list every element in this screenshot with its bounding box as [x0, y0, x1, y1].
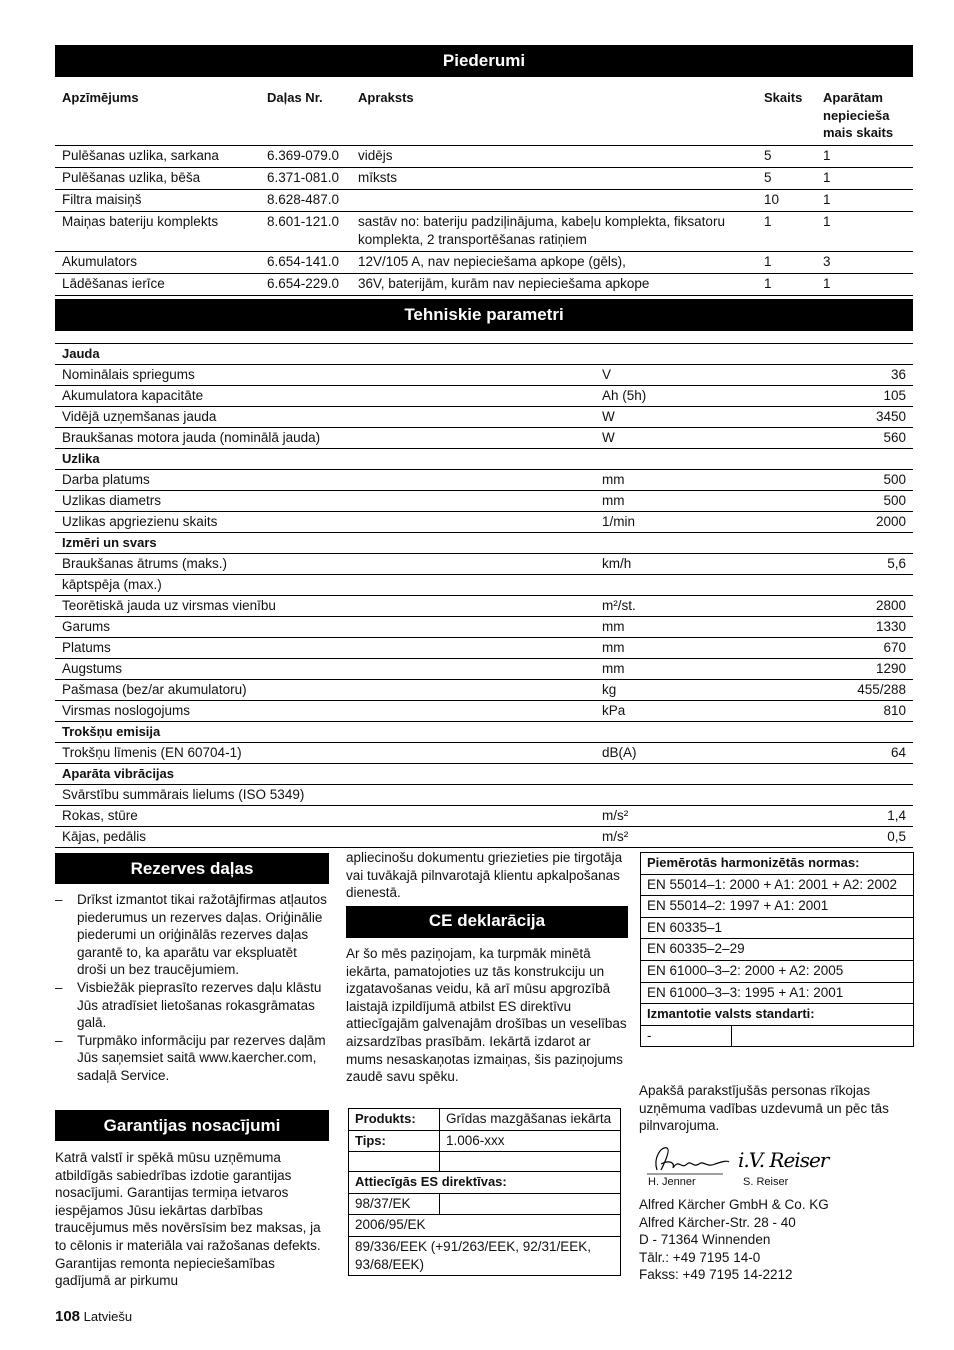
param-unit: Ah (5h)	[595, 386, 779, 407]
param-name: Pašmasa (bez/ar akumulatoru)	[55, 680, 595, 701]
section-title: Izmēri un svars	[55, 533, 913, 554]
directive-item: 2006/95/EK	[349, 1215, 621, 1237]
table-cell: 36V, baterijām, kurām nav nepieciešama apkope	[351, 273, 757, 295]
address-line: Alfred Kärcher-Str. 28 - 40	[639, 1214, 796, 1230]
table-cell: 1	[816, 189, 913, 211]
list-item: – Turpmāko informāciju par rezerves daļām Jūs saņemsiet saitā www.kaercher.com, sadaļā Service.	[55, 1032, 329, 1085]
spare-parts-list	[55, 891, 329, 1085]
norm-item: EN 60335–2–29	[641, 939, 914, 961]
param-unit: 1/min	[595, 512, 779, 533]
signatures-intro	[639, 1082, 914, 1135]
section-title: Jauda	[55, 344, 913, 365]
table-cell: Maiņas bateriju komplekts	[55, 211, 260, 251]
param-unit: W	[595, 428, 779, 449]
address-line: Fakss: +49 7195 14-2212	[639, 1267, 793, 1283]
national-standards-value: -	[641, 1025, 732, 1047]
norm-item: EN 61000–3–2: 2000 + A2: 2005	[641, 960, 914, 982]
table-cell: 5	[757, 145, 816, 167]
param-unit: km/h	[595, 554, 779, 575]
table-cell: 10	[757, 189, 816, 211]
param-unit: m/s²	[595, 806, 779, 827]
page-language: Latviešu	[83, 1309, 133, 1324]
table-cell: 12V/105 A, nav nepieciešama apkope (gēls),	[351, 251, 757, 273]
spare-parts-section	[55, 891, 329, 1085]
list-item: – Visbiežāk pieprasīto rezerves daļu klāstu Jūs atradīsiet lietošanas rokasgrāmatas galā.	[55, 979, 329, 1032]
param-value: 105	[779, 386, 913, 407]
type-value: 1.006-xxx	[440, 1130, 621, 1152]
table-cell	[351, 189, 757, 211]
section-row	[55, 764, 913, 785]
warranty-section	[55, 1149, 329, 1290]
param-name: Platums	[55, 638, 595, 659]
param-name: Augstums	[55, 659, 595, 680]
table-row	[55, 680, 913, 701]
address-line: D - 71364 Winnenden	[639, 1232, 771, 1248]
param-name: Akumulatora kapacitāte	[55, 386, 595, 407]
section-title: Trokšņu emisija	[55, 722, 913, 743]
norm-item: EN 55014–1: 2000 + A1: 2001 + A2: 2002	[641, 874, 914, 896]
table-cell: Pulēšanas uzlika, bēša	[55, 167, 260, 189]
signer2-name: S. Reiser	[743, 1176, 789, 1188]
param-name: Vidējā uzņemšanas jauda	[55, 407, 595, 428]
param-value	[779, 575, 913, 596]
empty-cell	[440, 1152, 621, 1172]
param-value: 64	[779, 743, 913, 764]
table-row	[55, 365, 913, 386]
param-unit: W	[595, 407, 779, 428]
page-footer	[55, 1308, 132, 1325]
table-cell: 8.628-487.0	[260, 189, 351, 211]
param-name: Uzlikas diametrs	[55, 491, 595, 512]
signer1-name: H. Jenner	[648, 1176, 696, 1188]
table-cell: 5	[757, 167, 816, 189]
section-row	[55, 449, 913, 470]
section-title: Aparāta vibrācijas	[55, 764, 913, 785]
param-unit: mm	[595, 617, 779, 638]
accessories-table	[55, 88, 913, 296]
table-cell: 6.369-079.0	[260, 145, 351, 167]
table-row	[55, 785, 913, 806]
param-name: Garums	[55, 617, 595, 638]
param-value: 36	[779, 365, 913, 386]
empty-cell	[732, 1025, 914, 1047]
param-name: kāptspēja (max.)	[55, 575, 595, 596]
col-header: Skaits	[757, 88, 816, 145]
table-cell: 1	[816, 273, 913, 295]
table-cell: 6.371-081.0	[260, 167, 351, 189]
table-row	[55, 251, 913, 273]
table-cell: 8.601-121.0	[260, 211, 351, 251]
warranty-text-continued: apliecinošu dokumentu griezieties pie tirgotāja vai tuvākajā pilnvarotajā klientu apkalpošanas dienestā.	[346, 850, 623, 901]
page-number: 108	[55, 1308, 81, 1325]
param-name: Rokas, stūre	[55, 806, 595, 827]
table-row	[55, 167, 913, 189]
param-value: 1330	[779, 617, 913, 638]
table-row	[55, 189, 913, 211]
section-row	[55, 722, 913, 743]
table-row	[55, 701, 913, 722]
table-row	[55, 273, 913, 295]
national-standards-title: Izmantotie valsts standarti:	[641, 1004, 914, 1026]
table-row	[55, 470, 913, 491]
table-row	[55, 806, 913, 827]
param-unit: dB(A)	[595, 743, 779, 764]
table-cell: 1	[757, 211, 816, 251]
table-row	[55, 428, 913, 449]
list-item: – Drīkst izmantot tikai ražotājfirmas atļautos piederumus un rezerves daļas. Oriģinālie piederumi un oriģinālās rezerves daļas garantē to, ka aparātu var ekspluatēt droši un bez traucējumiem.	[55, 891, 329, 979]
empty-cell	[440, 1193, 621, 1215]
table-row	[55, 596, 913, 617]
section-row	[55, 344, 913, 365]
tech-title: Tehniskie parametri	[55, 299, 913, 331]
table-cell: 1	[816, 167, 913, 189]
param-unit	[595, 575, 779, 596]
param-name: Uzlikas apgriezienu skaits	[55, 512, 595, 533]
param-value: 3450	[779, 407, 913, 428]
table-row	[55, 638, 913, 659]
directives-label: Attiecīgās ES direktīvas:	[349, 1172, 621, 1194]
table-cell: 6.654-141.0	[260, 251, 351, 273]
param-value: 5,6	[779, 554, 913, 575]
param-unit	[595, 785, 779, 806]
address-line: Alfred Kärcher GmbH & Co. KG	[639, 1197, 829, 1212]
directive-item: 89/336/EEK (+91/263/EEK, 92/31/EEK, 93/68/EEK)	[349, 1236, 621, 1275]
table-row	[55, 407, 913, 428]
product-label: Produkts:	[349, 1109, 440, 1131]
param-name: Teorētiskā jauda uz virsmas vienību	[55, 596, 595, 617]
table-row	[55, 575, 913, 596]
param-unit: mm	[595, 491, 779, 512]
table-row	[55, 211, 913, 251]
company-address	[639, 1196, 914, 1284]
param-unit: kPa	[595, 701, 779, 722]
ce-product-table	[348, 1108, 621, 1276]
col-header: Aparātam nepiecieša mais skaits	[816, 88, 913, 145]
table-row	[55, 827, 913, 848]
table-row	[55, 386, 913, 407]
address-line: Tālr.: +49 7195 14-0	[639, 1249, 761, 1265]
table-row	[55, 554, 913, 575]
param-value: 1290	[779, 659, 913, 680]
product-value: Grīdas mazgāšanas iekārta	[440, 1109, 621, 1131]
table-cell: 1	[816, 211, 913, 251]
param-unit: V	[595, 365, 779, 386]
table-cell: sastāv no: bateriju padziļinājuma, kabeļu komplekta, fiksatoru komplekta, 2 transportēšanas ratiņiem	[351, 211, 757, 251]
table-row	[55, 659, 913, 680]
param-name: Nominālais spriegums	[55, 365, 595, 386]
accessories-title: Piederumi	[55, 45, 913, 77]
param-unit: m/s²	[595, 827, 779, 848]
signatures-intro-text: Apakšā parakstījušās personas rīkojas uzņēmuma vadības uzdevumā un pēc tās pilnvarojuma.	[639, 1083, 889, 1134]
ce-title: CE deklarācija	[346, 906, 628, 938]
col-header: Daļas Nr.	[260, 88, 351, 145]
ce-section	[346, 945, 628, 1086]
param-name: Virsmas noslogojums	[55, 701, 595, 722]
param-value	[779, 785, 913, 806]
section-row	[55, 533, 913, 554]
section-title: Uzlika	[55, 449, 913, 470]
signature-jenner	[643, 1140, 735, 1178]
param-value: 670	[779, 638, 913, 659]
warranty-title: Garantijas nosacījumi	[55, 1110, 329, 1141]
table-cell: 1	[757, 273, 816, 295]
param-unit: mm	[595, 659, 779, 680]
tech-table	[55, 343, 913, 848]
param-value: 2800	[779, 596, 913, 617]
table-cell: 1	[757, 251, 816, 273]
param-unit: mm	[595, 470, 779, 491]
col-header: Apraksts	[351, 88, 757, 145]
norm-item: EN 55014–2: 1997 + A1: 2001	[641, 896, 914, 918]
table-cell: mīksts	[351, 167, 757, 189]
table-cell: 6.654-229.0	[260, 273, 351, 295]
param-unit: mm	[595, 638, 779, 659]
norms-title: Piemērotās harmonizētās normas:	[641, 853, 914, 875]
table-row	[55, 512, 913, 533]
param-name: Svārstību summārais lielums (ISO 5349)	[55, 785, 595, 806]
table-cell: Akumulators	[55, 251, 260, 273]
param-value: 500	[779, 491, 913, 512]
param-unit: m²/st.	[595, 596, 779, 617]
param-name: Braukšanas ātrums (maks.)	[55, 554, 595, 575]
empty-cell	[349, 1152, 440, 1172]
param-name: Trokšņu līmenis (EN 60704-1)	[55, 743, 595, 764]
param-value: 500	[779, 470, 913, 491]
param-name: Kājas, pedālis	[55, 827, 595, 848]
table-cell: Filtra maisiņš	[55, 189, 260, 211]
param-unit: kg	[595, 680, 779, 701]
spare-parts-title: Rezerves daļas	[55, 853, 329, 884]
table-row	[55, 145, 913, 167]
table-cell: vidējs	[351, 145, 757, 167]
param-value: 455/288	[779, 680, 913, 701]
norm-item: EN 60335–1	[641, 917, 914, 939]
param-name: Braukšanas motora jauda (nominālā jauda)	[55, 428, 595, 449]
norm-item: EN 61000–3–3: 1995 + A1: 2001	[641, 982, 914, 1004]
param-value: 0,5	[779, 827, 913, 848]
param-value: 560	[779, 428, 913, 449]
signature-reiser: i.V. Reiser	[738, 1148, 829, 1172]
col-header: Apzīmējums	[55, 88, 260, 145]
table-cell: Lādēšanas ierīce	[55, 273, 260, 295]
param-value: 2000	[779, 512, 913, 533]
table-row	[55, 617, 913, 638]
param-value: 1,4	[779, 806, 913, 827]
param-name: Darba platums	[55, 470, 595, 491]
norms-table	[640, 852, 914, 1047]
table-cell: 3	[816, 251, 913, 273]
warranty-text: Katrā valstī ir spēkā mūsu uzņēmuma atbildīgās sabiedrības izdotie garantijas nosacījumi. Garantijas termiņa ietvaros iespējamos Jūsu iekārtas darbības traucējumus mēs novērsīsim bez maksas, ja to cēlonis ir materiāla vai ražošanas defekts. Garantijas remonta nepieciešamības gadījumā ar pirkumu	[55, 1150, 321, 1289]
type-label: Tips:	[349, 1130, 440, 1152]
table-cell: 1	[816, 145, 913, 167]
ce-text: Ar šo mēs paziņojam, ka turpmāk minētā iekārta, pamatojoties uz tās konstrukciju un izgatavošanas veidu, kā arī mūsu apgrozībā laistajā izpildījumā atbilst ES direktīvu attiecīgajām galvenajām drošības un veselības aizsardzības prasībām. Iekārtā izdarot ar mums nesaskaņotas izmaiņas, šis paziņojums zaudē savu spēku.	[346, 946, 627, 1085]
warranty-continued	[346, 849, 628, 902]
directive-item: 98/37/EK	[349, 1193, 440, 1215]
param-value: 810	[779, 701, 913, 722]
table-row	[55, 743, 913, 764]
table-cell: Pulēšanas uzlika, sarkana	[55, 145, 260, 167]
table-row	[55, 491, 913, 512]
